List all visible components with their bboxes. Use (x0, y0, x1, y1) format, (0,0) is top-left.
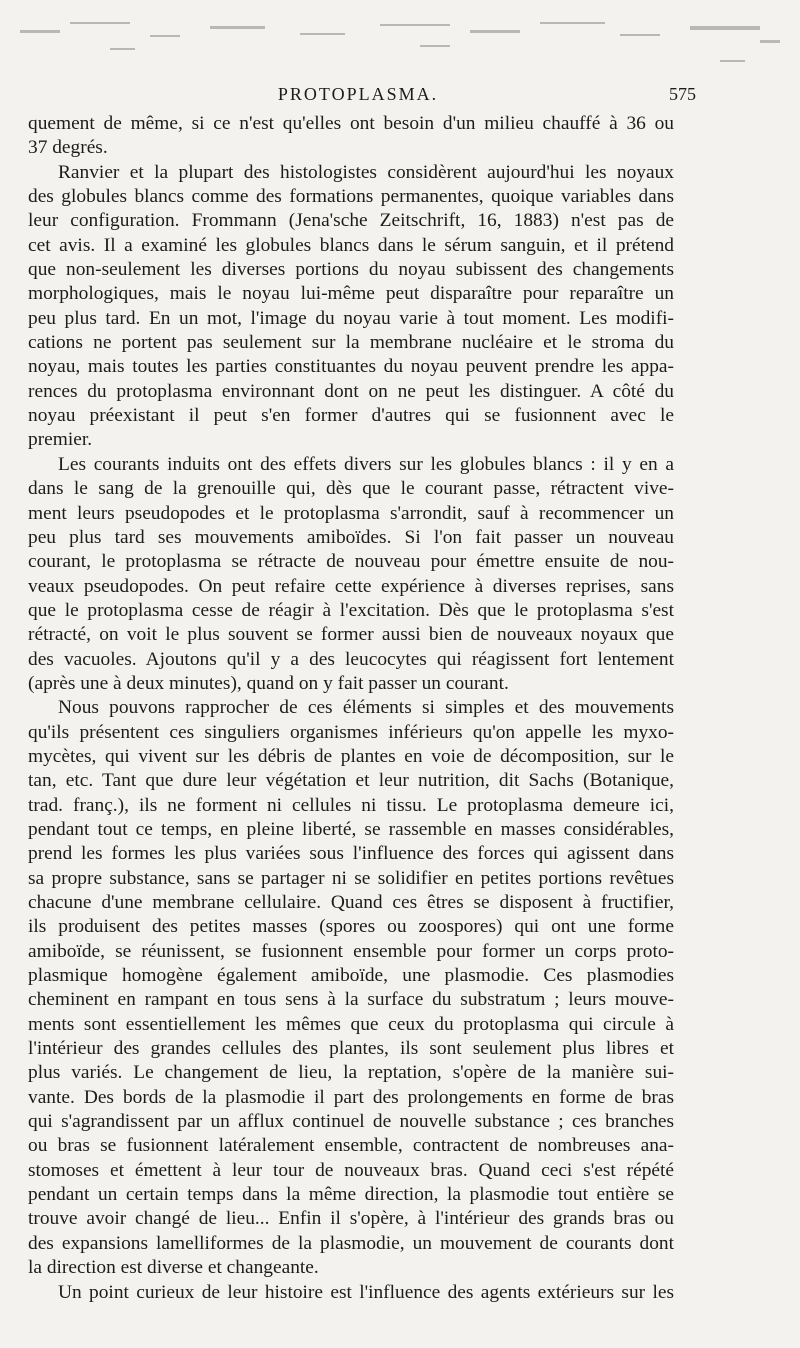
text-line: noyau, mais toutes les parties constituantes du noyau peuvent prendre les appa- (28, 356, 674, 378)
text-line: des expansions lamelliformes de la plasmodie, un mouvement de courants dont (28, 1232, 674, 1254)
page-number: 575 (669, 84, 696, 104)
text-line: noyau préexistant il peut s'en former d'autres qui se fusionnent avec le (28, 405, 674, 427)
text-line: Un point curieux de leur histoire est l'influence des agents extérieurs sur les (58, 1281, 674, 1303)
text-line: (après une à deux minutes), quand on y fait passer un courant. (28, 672, 509, 694)
text-line: peu plus tard ses mouvements amiboïdes. Si l'on fait passer un nouveau (28, 526, 674, 548)
text-line: que le protoplasma cesse de réagir à l'excitation. Dès que le protoplasma s'est (28, 599, 674, 621)
text-line: plus variés. Le changement de lieu, la reptation, s'opère de la manière sui- (28, 1062, 674, 1084)
text-line: prend les formes les plus variées sous l'influence des forces qui agissent dans (28, 843, 674, 865)
text-line: que non-seulement les diverses portions du noyau subissent des changements (28, 259, 674, 281)
text-line: chacune d'une membrane cellulaire. Quand ces êtres se disposent à fructifier, (28, 892, 674, 913)
text-line: qu'ils présentent ces singuliers organismes inférieurs qu'on appelle les myxo- (28, 721, 674, 743)
text-line: leur configuration. Frommann (Jena'sche Zeitschrift, 16, 1883) n'est pas de (28, 210, 674, 232)
text-line: sa propre substance, sans se partager ni se solidifier en petites portions revêtues (28, 867, 674, 889)
text-line: l'intérieur des grandes cellules des plantes, ils sont seulement plus libres et (28, 1038, 674, 1060)
text-line: 37 degrés. (28, 137, 108, 159)
text-line: vante. Des bords de la plasmodie il part des prolongements en forme de bras (28, 1086, 674, 1108)
text-line: trouve avoir changé de lieu... Enfin il s'opère, à l'intérieur des grands bras ou (28, 1208, 674, 1230)
text-line: pendant tout ce temps, en pleine liberté, se rassemble en masses considérables, (28, 818, 674, 840)
page-header (28, 84, 696, 110)
text-line: quement de même, si ce n'est qu'elles ont besoin d'un milieu chauffé à 36 ou (28, 113, 674, 134)
text-line: qui s'agrandissent par un afflux continuel de nouvelle substance ; ces branches (28, 1111, 674, 1133)
text-line: la direction est diverse et changeante. (28, 1257, 319, 1279)
text-line: morphologiques, mais le noyau lui-même peut disparaître pour reparaître un (28, 283, 674, 305)
text-line: trad. franç.), ils ne forment ni cellules ni tissu. Le protoplasma demeure ici, (28, 794, 674, 816)
text-line: veaux pseudopodes. On peut refaire cette expérience à diverses reprises, sans (28, 575, 674, 597)
text-line: cheminent en rampant en tous sens à la surface du substratum ; leurs mouve- (28, 989, 674, 1011)
text-line: ils produisent des petites masses (spores ou zoospores) qui ont une forme (28, 916, 674, 938)
text-line: cet avis. Il a examiné les globules blancs dans le sérum sanguin, et il prétend (28, 234, 674, 256)
text-line: Nous pouvons rapprocher de ces éléments si simples et des mouvements (58, 697, 674, 719)
text-line: plasmique homogène également amiboïde, une plasmodie. Ces plasmodies (28, 965, 674, 987)
running-title: PROTOPLASMA. (277, 84, 439, 104)
text-line: rences du protoplasma environnant dont on ne peut les distinguer. A côté du (28, 380, 674, 402)
text-line: mycètes, qui vivent sur les débris de plantes en voie de décomposition, sur le (28, 745, 674, 767)
text-line: rétracté, on voit le plus souvent se former aussi bien de nouveaux noyaux que (28, 624, 674, 646)
text-line: ments sont essentiellement les mêmes que ceux du protoplasma qui circule à (28, 1013, 674, 1035)
text-line: peu plus tard. En un mot, l'image du noyau varie à tout moment. Les modifi- (28, 307, 674, 329)
text-line: des vacuoles. Ajoutons qu'il y a des leucocytes qui réagissent fort lentement (28, 648, 674, 670)
text-line: des globules blancs comme des formations permanentes, quoique variables dans (28, 186, 674, 208)
text-line: cations ne portent pas seulement sur la membrane nucléaire et le stroma du (28, 332, 674, 354)
text-line: ou bras se fusionnent latéralement ensemble, contractent de nombreuses ana- (28, 1135, 674, 1157)
text-line: Les courants induits ont des effets divers sur les globules blancs : il y en a (58, 453, 674, 475)
text-line: pendant un certain temps dans la même direction, la plasmodie tout entière se (28, 1184, 674, 1206)
text-line: stomoses et émettent à leur tour de nouveaux bras. Quand ceci s'est répété (28, 1159, 674, 1181)
text-line: amiboïde, se réunissent, se fusionnent ensemble pour former un corps proto- (28, 940, 674, 962)
scan-noise-decoration (0, 0, 800, 70)
text-line: premier. (28, 429, 93, 451)
text-line: courant, le protoplasma se rétracte de nouveau pour émettre ensuite de nou- (28, 551, 674, 573)
body-text (28, 112, 674, 1305)
text-line: dans le sang de la grenouille qui, dès que le courant passe, rétractent vive- (28, 478, 674, 500)
text-line: tan, etc. Tant que dure leur végétation et leur nutrition, dit Sachs (Botanique, (28, 770, 674, 792)
text-line: ment leurs pseudopodes et le protoplasma s'arrondit, sauf à recommencer un (28, 502, 674, 524)
text-line: Ranvier et la plupart des histologistes considèrent aujourd'hui les noyaux (58, 161, 674, 183)
